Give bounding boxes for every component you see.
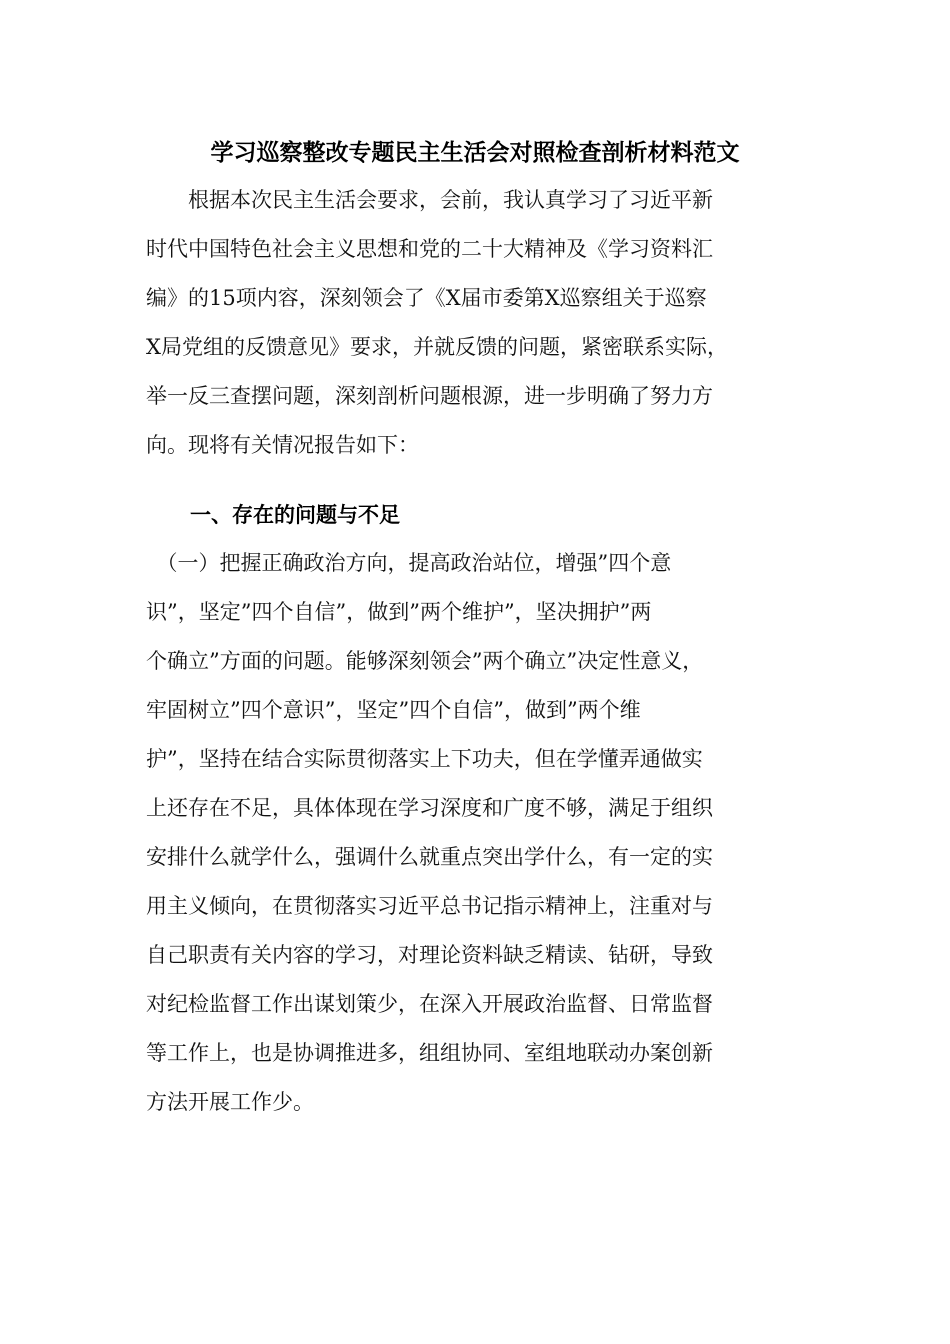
text-line: 举一反三查摆问题，深刻剖析问题根源，进一步明确了努力方 <box>146 384 713 408</box>
text-line: 护”，坚持在结合实际贯彻落实上下功夫，但在学懂弄通做实 <box>146 747 703 771</box>
text-line: 用主义倾向，在贯彻落实习近平总书记指示精神上，注重对与 <box>146 894 713 918</box>
text-line: 对纪检监督工作出谋划策少，在深入开展政治监督、日常监督 <box>146 992 713 1016</box>
text-line: 编》的15项内容，深刻领会了《X届市委第X巡察组关于巡察 <box>146 286 707 310</box>
text-line: （一）把握正确政治方向，提高政治站位，增强”四个意 <box>146 551 672 575</box>
text-line: 等工作上，也是协调推进多，组组协同、室组地联动办案创新 <box>146 1041 713 1065</box>
text-line: 安排什么就学什么，强调什么就重点突出学什么，有一定的实 <box>146 845 713 869</box>
text-line: 个确立”方面的问题。能够深刻领会”两个确立”决定性意义， <box>146 649 704 673</box>
text-line: 根据本次民主生活会要求，会前，我认真学习了习近平新 <box>146 188 713 212</box>
text-line: 时代中国特色社会主义思想和党的二十大精神及《学习资料汇 <box>146 237 713 261</box>
text-line: 方法开展工作少。 <box>146 1090 314 1114</box>
text-line: 自己职责有关内容的学习，对理论资料缺乏精读、钻研，导致 <box>146 943 713 967</box>
section-heading: 一、存在的问题与不足 <box>190 503 400 527</box>
text-line: X局党组的反馈意见》要求，并就反馈的问题，紧密联系实际， <box>146 335 728 359</box>
document-title: 学习巡察整改专题民主生活会对照检查剖析材料范文 <box>210 140 740 166</box>
text-line: 上还存在不足，具体体现在学习深度和广度不够，满足于组织 <box>146 796 713 820</box>
text-line: 向。现将有关情况报告如下： <box>146 433 419 457</box>
text-line: 牢固树立”四个意识”，坚定”四个自信”，做到”两个维 <box>146 698 641 722</box>
text-line: 识”，坚定”四个自信”，做到”两个维护”，坚决拥护”两 <box>146 600 652 624</box>
